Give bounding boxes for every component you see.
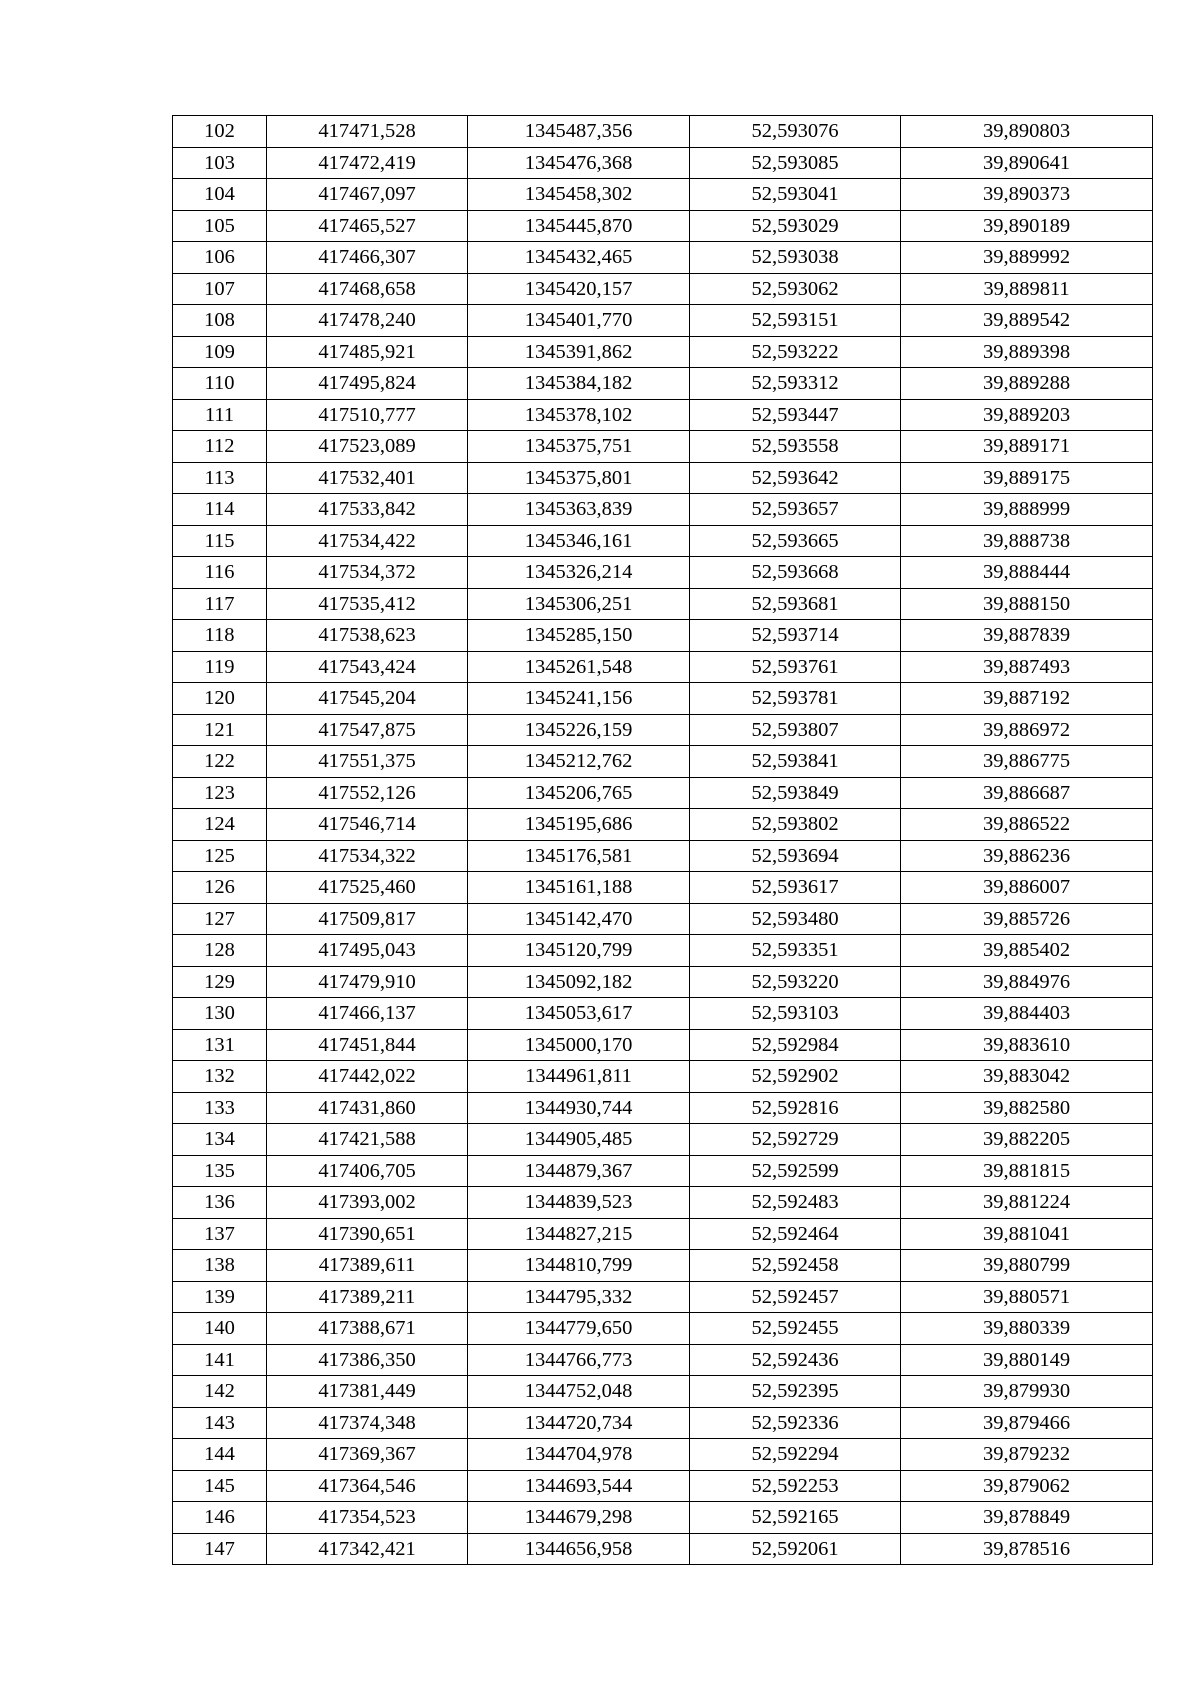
- table-row: [173, 1470, 1153, 1502]
- table-row: [173, 399, 1153, 431]
- point-number-cell: 123: [173, 777, 267, 809]
- x-coordinate-cell: 417389,211: [267, 1281, 468, 1313]
- table-row: [173, 557, 1153, 589]
- y-coordinate-cell: 1345420,157: [468, 273, 690, 305]
- point-number-cell: 115: [173, 525, 267, 557]
- x-coordinate-cell: 417523,089: [267, 431, 468, 463]
- table-row: [173, 462, 1153, 494]
- latitude-cell: 52,592599: [690, 1155, 901, 1187]
- y-coordinate-cell: 1344693,544: [468, 1470, 690, 1502]
- x-coordinate-cell: 417533,842: [267, 494, 468, 526]
- y-coordinate-cell: 1345053,617: [468, 998, 690, 1030]
- y-coordinate-cell: 1344905,485: [468, 1124, 690, 1156]
- table-row: [173, 1281, 1153, 1313]
- latitude-cell: 52,593220: [690, 966, 901, 998]
- longitude-cell: 39,879232: [901, 1439, 1153, 1471]
- table-row: [173, 273, 1153, 305]
- point-number-cell: 140: [173, 1313, 267, 1345]
- y-coordinate-cell: 1344810,799: [468, 1250, 690, 1282]
- y-coordinate-cell: 1345226,159: [468, 714, 690, 746]
- y-coordinate-cell: 1345306,251: [468, 588, 690, 620]
- y-coordinate-cell: 1345261,548: [468, 651, 690, 683]
- x-coordinate-cell: 417389,611: [267, 1250, 468, 1282]
- y-coordinate-cell: 1345241,156: [468, 683, 690, 715]
- longitude-cell: 39,879930: [901, 1376, 1153, 1408]
- x-coordinate-cell: 417472,419: [267, 147, 468, 179]
- point-number-cell: 105: [173, 210, 267, 242]
- y-coordinate-cell: 1345206,765: [468, 777, 690, 809]
- point-number-cell: 135: [173, 1155, 267, 1187]
- point-number-cell: 108: [173, 305, 267, 337]
- latitude-cell: 52,593665: [690, 525, 901, 557]
- point-number-cell: 129: [173, 966, 267, 998]
- longitude-cell: 39,878849: [901, 1502, 1153, 1534]
- longitude-cell: 39,883610: [901, 1029, 1153, 1061]
- y-coordinate-cell: 1344720,734: [468, 1407, 690, 1439]
- point-number-cell: 136: [173, 1187, 267, 1219]
- longitude-cell: 39,880799: [901, 1250, 1153, 1282]
- point-number-cell: 112: [173, 431, 267, 463]
- y-coordinate-cell: 1345445,870: [468, 210, 690, 242]
- latitude-cell: 52,592294: [690, 1439, 901, 1471]
- latitude-cell: 52,592336: [690, 1407, 901, 1439]
- longitude-cell: 39,886687: [901, 777, 1153, 809]
- point-number-cell: 122: [173, 746, 267, 778]
- point-number-cell: 138: [173, 1250, 267, 1282]
- latitude-cell: 52,593076: [690, 116, 901, 148]
- table-row: [173, 809, 1153, 841]
- longitude-cell: 39,886972: [901, 714, 1153, 746]
- point-number-cell: 103: [173, 147, 267, 179]
- table-row: [173, 1155, 1153, 1187]
- y-coordinate-cell: 1345326,214: [468, 557, 690, 589]
- point-number-cell: 131: [173, 1029, 267, 1061]
- x-coordinate-cell: 417393,002: [267, 1187, 468, 1219]
- coordinates-table: [172, 115, 1153, 1565]
- latitude-cell: 52,593807: [690, 714, 901, 746]
- y-coordinate-cell: 1344766,773: [468, 1344, 690, 1376]
- table-row: [173, 651, 1153, 683]
- point-number-cell: 104: [173, 179, 267, 211]
- latitude-cell: 52,592729: [690, 1124, 901, 1156]
- table-row: [173, 903, 1153, 935]
- latitude-cell: 52,593802: [690, 809, 901, 841]
- y-coordinate-cell: 1345176,581: [468, 840, 690, 872]
- longitude-cell: 39,880339: [901, 1313, 1153, 1345]
- x-coordinate-cell: 417479,910: [267, 966, 468, 998]
- x-coordinate-cell: 417369,367: [267, 1439, 468, 1471]
- table-row: [173, 1502, 1153, 1534]
- x-coordinate-cell: 417534,422: [267, 525, 468, 557]
- y-coordinate-cell: 1344795,332: [468, 1281, 690, 1313]
- y-coordinate-cell: 1345000,170: [468, 1029, 690, 1061]
- longitude-cell: 39,885402: [901, 935, 1153, 967]
- table-row: [173, 1344, 1153, 1376]
- x-coordinate-cell: 417431,860: [267, 1092, 468, 1124]
- latitude-cell: 52,593668: [690, 557, 901, 589]
- x-coordinate-cell: 417545,204: [267, 683, 468, 715]
- y-coordinate-cell: 1344879,367: [468, 1155, 690, 1187]
- point-number-cell: 110: [173, 368, 267, 400]
- x-coordinate-cell: 417442,022: [267, 1061, 468, 1093]
- x-coordinate-cell: 417534,322: [267, 840, 468, 872]
- point-number-cell: 146: [173, 1502, 267, 1534]
- y-coordinate-cell: 1344779,650: [468, 1313, 690, 1345]
- point-number-cell: 116: [173, 557, 267, 589]
- table-row: [173, 1092, 1153, 1124]
- latitude-cell: 52,592455: [690, 1313, 901, 1345]
- y-coordinate-cell: 1345142,470: [468, 903, 690, 935]
- latitude-cell: 52,593222: [690, 336, 901, 368]
- x-coordinate-cell: 417374,348: [267, 1407, 468, 1439]
- x-coordinate-cell: 417406,705: [267, 1155, 468, 1187]
- x-coordinate-cell: 417534,372: [267, 557, 468, 589]
- x-coordinate-cell: 417354,523: [267, 1502, 468, 1534]
- y-coordinate-cell: 1344827,215: [468, 1218, 690, 1250]
- x-coordinate-cell: 417495,824: [267, 368, 468, 400]
- y-coordinate-cell: 1345375,751: [468, 431, 690, 463]
- point-number-cell: 137: [173, 1218, 267, 1250]
- x-coordinate-cell: 417465,527: [267, 210, 468, 242]
- latitude-cell: 52,592816: [690, 1092, 901, 1124]
- x-coordinate-cell: 417471,528: [267, 116, 468, 148]
- table-row: [173, 840, 1153, 872]
- latitude-cell: 52,593029: [690, 210, 901, 242]
- point-number-cell: 143: [173, 1407, 267, 1439]
- latitude-cell: 52,593151: [690, 305, 901, 337]
- y-coordinate-cell: 1345195,686: [468, 809, 690, 841]
- table-row: [173, 1187, 1153, 1219]
- table-row: [173, 1061, 1153, 1093]
- x-coordinate-cell: 417342,421: [267, 1533, 468, 1565]
- longitude-cell: 39,886236: [901, 840, 1153, 872]
- coordinates-table-body: [173, 116, 1153, 1565]
- point-number-cell: 111: [173, 399, 267, 431]
- latitude-cell: 52,593351: [690, 935, 901, 967]
- longitude-cell: 39,886007: [901, 872, 1153, 904]
- x-coordinate-cell: 417388,671: [267, 1313, 468, 1345]
- x-coordinate-cell: 417543,424: [267, 651, 468, 683]
- point-number-cell: 114: [173, 494, 267, 526]
- y-coordinate-cell: 1345378,102: [468, 399, 690, 431]
- point-number-cell: 113: [173, 462, 267, 494]
- table-row: [173, 494, 1153, 526]
- longitude-cell: 39,878516: [901, 1533, 1153, 1565]
- table-row: [173, 116, 1153, 148]
- y-coordinate-cell: 1345476,368: [468, 147, 690, 179]
- y-coordinate-cell: 1344961,811: [468, 1061, 690, 1093]
- longitude-cell: 39,889171: [901, 431, 1153, 463]
- y-coordinate-cell: 1345363,839: [468, 494, 690, 526]
- table-row: [173, 777, 1153, 809]
- point-number-cell: 118: [173, 620, 267, 652]
- x-coordinate-cell: 417485,921: [267, 336, 468, 368]
- y-coordinate-cell: 1345346,161: [468, 525, 690, 557]
- longitude-cell: 39,885726: [901, 903, 1153, 935]
- point-number-cell: 130: [173, 998, 267, 1030]
- x-coordinate-cell: 417535,412: [267, 588, 468, 620]
- x-coordinate-cell: 417551,375: [267, 746, 468, 778]
- latitude-cell: 52,593617: [690, 872, 901, 904]
- latitude-cell: 52,593480: [690, 903, 901, 935]
- longitude-cell: 39,889992: [901, 242, 1153, 274]
- longitude-cell: 39,883042: [901, 1061, 1153, 1093]
- latitude-cell: 52,593657: [690, 494, 901, 526]
- point-number-cell: 124: [173, 809, 267, 841]
- table-row: [173, 966, 1153, 998]
- longitude-cell: 39,888738: [901, 525, 1153, 557]
- table-row: [173, 714, 1153, 746]
- latitude-cell: 52,592902: [690, 1061, 901, 1093]
- point-number-cell: 127: [173, 903, 267, 935]
- y-coordinate-cell: 1345161,188: [468, 872, 690, 904]
- longitude-cell: 39,880571: [901, 1281, 1153, 1313]
- table-row: [173, 242, 1153, 274]
- longitude-cell: 39,888444: [901, 557, 1153, 589]
- longitude-cell: 39,889175: [901, 462, 1153, 494]
- longitude-cell: 39,887493: [901, 651, 1153, 683]
- longitude-cell: 39,881224: [901, 1187, 1153, 1219]
- longitude-cell: 39,881041: [901, 1218, 1153, 1250]
- table-row: [173, 998, 1153, 1030]
- table-row: [173, 872, 1153, 904]
- longitude-cell: 39,888999: [901, 494, 1153, 526]
- x-coordinate-cell: 417510,777: [267, 399, 468, 431]
- x-coordinate-cell: 417468,658: [267, 273, 468, 305]
- longitude-cell: 39,889288: [901, 368, 1153, 400]
- table-row: [173, 336, 1153, 368]
- table-row: [173, 305, 1153, 337]
- table-row: [173, 1533, 1153, 1565]
- latitude-cell: 52,593642: [690, 462, 901, 494]
- longitude-cell: 39,887839: [901, 620, 1153, 652]
- point-number-cell: 119: [173, 651, 267, 683]
- point-number-cell: 125: [173, 840, 267, 872]
- x-coordinate-cell: 417509,817: [267, 903, 468, 935]
- longitude-cell: 39,880149: [901, 1344, 1153, 1376]
- longitude-cell: 39,882205: [901, 1124, 1153, 1156]
- point-number-cell: 109: [173, 336, 267, 368]
- table-row: [173, 1407, 1153, 1439]
- table-row: [173, 1124, 1153, 1156]
- x-coordinate-cell: 417390,651: [267, 1218, 468, 1250]
- point-number-cell: 121: [173, 714, 267, 746]
- x-coordinate-cell: 417467,097: [267, 179, 468, 211]
- latitude-cell: 52,592165: [690, 1502, 901, 1534]
- longitude-cell: 39,890803: [901, 116, 1153, 148]
- longitude-cell: 39,884976: [901, 966, 1153, 998]
- longitude-cell: 39,890641: [901, 147, 1153, 179]
- longitude-cell: 39,889542: [901, 305, 1153, 337]
- table-row: [173, 588, 1153, 620]
- y-coordinate-cell: 1344679,298: [468, 1502, 690, 1534]
- table-row: [173, 1313, 1153, 1345]
- latitude-cell: 52,593558: [690, 431, 901, 463]
- x-coordinate-cell: 417421,588: [267, 1124, 468, 1156]
- latitude-cell: 52,592061: [690, 1533, 901, 1565]
- latitude-cell: 52,593312: [690, 368, 901, 400]
- point-number-cell: 134: [173, 1124, 267, 1156]
- y-coordinate-cell: 1345432,465: [468, 242, 690, 274]
- latitude-cell: 52,592436: [690, 1344, 901, 1376]
- point-number-cell: 117: [173, 588, 267, 620]
- point-number-cell: 107: [173, 273, 267, 305]
- y-coordinate-cell: 1345391,862: [468, 336, 690, 368]
- table-row: [173, 525, 1153, 557]
- x-coordinate-cell: 417547,875: [267, 714, 468, 746]
- latitude-cell: 52,593041: [690, 179, 901, 211]
- point-number-cell: 147: [173, 1533, 267, 1565]
- point-number-cell: 126: [173, 872, 267, 904]
- point-number-cell: 120: [173, 683, 267, 715]
- table-row: [173, 1376, 1153, 1408]
- table-row: [173, 1439, 1153, 1471]
- table-row: [173, 1250, 1153, 1282]
- y-coordinate-cell: 1345092,182: [468, 966, 690, 998]
- table-row: [173, 368, 1153, 400]
- x-coordinate-cell: 417451,844: [267, 1029, 468, 1061]
- y-coordinate-cell: 1345384,182: [468, 368, 690, 400]
- table-row: [173, 147, 1153, 179]
- table-row: [173, 431, 1153, 463]
- x-coordinate-cell: 417532,401: [267, 462, 468, 494]
- y-coordinate-cell: 1345401,770: [468, 305, 690, 337]
- longitude-cell: 39,879062: [901, 1470, 1153, 1502]
- latitude-cell: 52,593694: [690, 840, 901, 872]
- longitude-cell: 39,890189: [901, 210, 1153, 242]
- point-number-cell: 142: [173, 1376, 267, 1408]
- x-coordinate-cell: 417546,714: [267, 809, 468, 841]
- point-number-cell: 139: [173, 1281, 267, 1313]
- latitude-cell: 52,592984: [690, 1029, 901, 1061]
- latitude-cell: 52,592458: [690, 1250, 901, 1282]
- point-number-cell: 141: [173, 1344, 267, 1376]
- table-row: [173, 179, 1153, 211]
- y-coordinate-cell: 1345120,799: [468, 935, 690, 967]
- table-row: [173, 746, 1153, 778]
- table-row: [173, 210, 1153, 242]
- y-coordinate-cell: 1344752,048: [468, 1376, 690, 1408]
- x-coordinate-cell: 417386,350: [267, 1344, 468, 1376]
- latitude-cell: 52,593714: [690, 620, 901, 652]
- latitude-cell: 52,593841: [690, 746, 901, 778]
- latitude-cell: 52,593761: [690, 651, 901, 683]
- table-row: [173, 1029, 1153, 1061]
- table-row: [173, 935, 1153, 967]
- latitude-cell: 52,593038: [690, 242, 901, 274]
- point-number-cell: 145: [173, 1470, 267, 1502]
- latitude-cell: 52,592395: [690, 1376, 901, 1408]
- table-row: [173, 620, 1153, 652]
- longitude-cell: 39,886522: [901, 809, 1153, 841]
- x-coordinate-cell: 417466,137: [267, 998, 468, 1030]
- longitude-cell: 39,890373: [901, 179, 1153, 211]
- y-coordinate-cell: 1344656,958: [468, 1533, 690, 1565]
- latitude-cell: 52,593085: [690, 147, 901, 179]
- longitude-cell: 39,884403: [901, 998, 1153, 1030]
- point-number-cell: 132: [173, 1061, 267, 1093]
- latitude-cell: 52,592464: [690, 1218, 901, 1250]
- table-row: [173, 683, 1153, 715]
- y-coordinate-cell: 1345375,801: [468, 462, 690, 494]
- latitude-cell: 52,592457: [690, 1281, 901, 1313]
- latitude-cell: 52,593062: [690, 273, 901, 305]
- x-coordinate-cell: 417525,460: [267, 872, 468, 904]
- latitude-cell: 52,593781: [690, 683, 901, 715]
- latitude-cell: 52,593447: [690, 399, 901, 431]
- longitude-cell: 39,889811: [901, 273, 1153, 305]
- longitude-cell: 39,882580: [901, 1092, 1153, 1124]
- longitude-cell: 39,889398: [901, 336, 1153, 368]
- y-coordinate-cell: 1345487,356: [468, 116, 690, 148]
- y-coordinate-cell: 1345458,302: [468, 179, 690, 211]
- x-coordinate-cell: 417381,449: [267, 1376, 468, 1408]
- x-coordinate-cell: 417538,623: [267, 620, 468, 652]
- x-coordinate-cell: 417364,546: [267, 1470, 468, 1502]
- x-coordinate-cell: 417552,126: [267, 777, 468, 809]
- longitude-cell: 39,888150: [901, 588, 1153, 620]
- latitude-cell: 52,592253: [690, 1470, 901, 1502]
- longitude-cell: 39,879466: [901, 1407, 1153, 1439]
- y-coordinate-cell: 1344930,744: [468, 1092, 690, 1124]
- point-number-cell: 133: [173, 1092, 267, 1124]
- longitude-cell: 39,881815: [901, 1155, 1153, 1187]
- point-number-cell: 144: [173, 1439, 267, 1471]
- point-number-cell: 106: [173, 242, 267, 274]
- point-number-cell: 128: [173, 935, 267, 967]
- y-coordinate-cell: 1344839,523: [468, 1187, 690, 1219]
- y-coordinate-cell: 1344704,978: [468, 1439, 690, 1471]
- x-coordinate-cell: 417466,307: [267, 242, 468, 274]
- longitude-cell: 39,889203: [901, 399, 1153, 431]
- x-coordinate-cell: 417495,043: [267, 935, 468, 967]
- y-coordinate-cell: 1345212,762: [468, 746, 690, 778]
- latitude-cell: 52,592483: [690, 1187, 901, 1219]
- x-coordinate-cell: 417478,240: [267, 305, 468, 337]
- table-row: [173, 1218, 1153, 1250]
- longitude-cell: 39,886775: [901, 746, 1153, 778]
- point-number-cell: 102: [173, 116, 267, 148]
- latitude-cell: 52,593681: [690, 588, 901, 620]
- y-coordinate-cell: 1345285,150: [468, 620, 690, 652]
- longitude-cell: 39,887192: [901, 683, 1153, 715]
- latitude-cell: 52,593849: [690, 777, 901, 809]
- latitude-cell: 52,593103: [690, 998, 901, 1030]
